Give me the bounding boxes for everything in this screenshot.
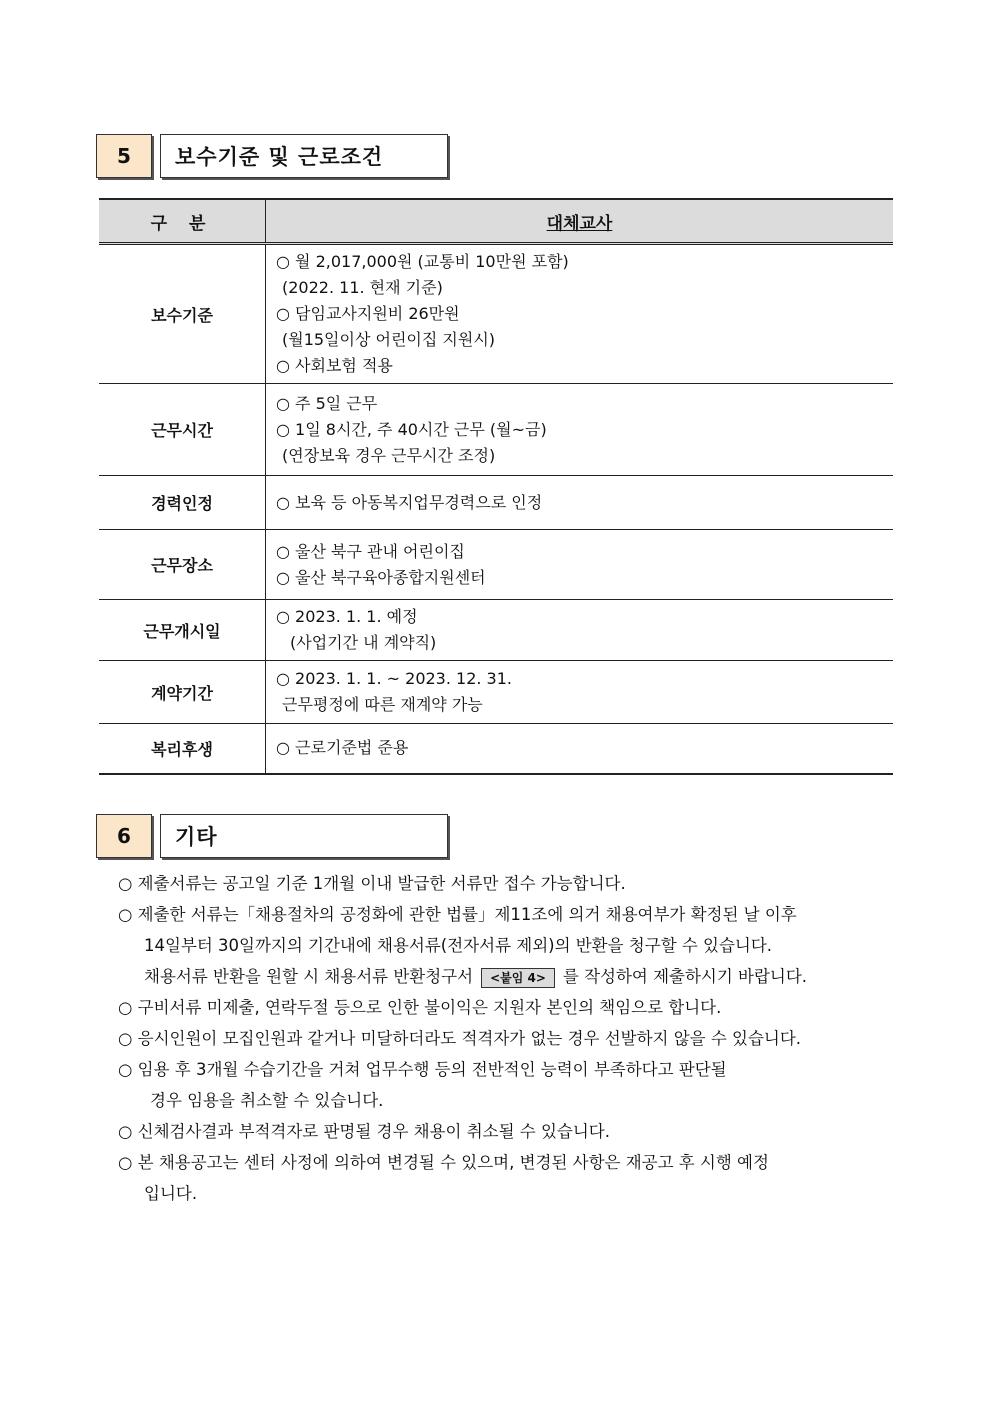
row-value: [266, 476, 894, 530]
row-label: 복리후생: [99, 724, 266, 774]
row-label: 경력인정: [99, 476, 266, 530]
note-item: ○ 제출한 서류는「채용절차의 공정화에 관한 법률」제11조에 의거 채용여부가 확정된 날 이후: [118, 905, 797, 924]
table-row: [99, 600, 893, 661]
row-label: 근무시간: [99, 384, 266, 476]
note-text: 채용서류 반환을 원할 시 채용서류 반환청구서: [144, 967, 474, 986]
notes-list: [118, 868, 908, 1209]
note-item: ○ 신체검사결과 부적격자로 판명될 경우 채용이 취소될 수 있습니다.: [118, 1122, 610, 1141]
row-value: [266, 244, 894, 384]
value-line: (연장보육 경우 근무시간 조정): [282, 445, 496, 465]
value-line: (월15일이상 어린이집 지원시): [282, 330, 496, 349]
table-row: [99, 724, 893, 774]
header-label: 구 분: [99, 199, 266, 244]
table-row: [99, 384, 893, 476]
note-continuation: 입니다.: [144, 1184, 198, 1203]
section-number: 5: [96, 134, 152, 178]
value-line: ○ 주 5일 근무: [276, 393, 378, 413]
table-row: [99, 476, 893, 530]
table-row: [99, 244, 893, 384]
note-item: ○ 구비서류 미제출, 연락두절 등으로 인한 불이익은 지원자 본인의 책임으로 합니다.: [118, 998, 722, 1017]
row-value: [266, 384, 894, 476]
attachment-badge: <붙임 4>: [481, 968, 555, 988]
value-line: ○ 보육 등 아동복지업무경력으로 인정: [276, 492, 543, 512]
value-line: (사업기간 내 계약직): [290, 633, 437, 652]
section-number: 6: [96, 814, 152, 858]
value-line: ○ 월 2,017,000원 (교통비 10만원 포함): [276, 252, 569, 271]
row-value: [266, 530, 894, 600]
note-item: ○ 제출서류는 공고일 기준 1개월 이내 발급한 서류만 접수 가능합니다.: [118, 874, 626, 893]
note-text: 를 작성하여 제출하시기 바랍니다.: [562, 967, 808, 986]
header-value: [266, 199, 894, 244]
note-item: ○ 응시인원이 모집인원과 같거나 미달하더라도 적격자가 없는 경우 선발하지 않을 수 있습니다.: [118, 1029, 802, 1048]
note-continuation: [118, 961, 908, 992]
note-item: ○ 임용 후 3개월 수습기간을 거쳐 업무수행 등의 전반적인 능력이 부족하다고 판단될: [118, 1060, 727, 1079]
header-value-text: 대체교사: [546, 213, 613, 234]
note-item: ○ 본 채용공고는 센터 사정에 의하여 변경될 수 있으며, 변경된 사항은 재공고 후 시행 예정: [118, 1153, 769, 1172]
row-label: 근무장소: [99, 530, 266, 600]
note-continuation: 14일부터 30일까지의 기간내에 채용서류(전자서류 제외)의 반환을 청구할 수 있습니다.: [144, 936, 773, 955]
value-line: ○ 1일 8시간, 주 40시간 근무 (월~금): [276, 419, 547, 439]
value-line: 근무평정에 따른 재계약 가능: [282, 695, 483, 714]
value-line: ○ 울산 북구 관내 어린이집: [276, 541, 465, 561]
row-value: [266, 661, 894, 724]
working-conditions-table: [99, 198, 893, 775]
row-label: 근무개시일: [99, 600, 266, 661]
section-6-heading: [96, 814, 448, 860]
value-line: ○ 2023. 1. 1. 예정: [276, 607, 418, 626]
section-5-heading: [96, 134, 448, 180]
value-line: ○ 담임교사지원비 26만원: [276, 304, 460, 323]
table-row: [99, 661, 893, 724]
table-row: [99, 530, 893, 600]
row-label: 보수기준: [99, 244, 266, 384]
section-title: 기타: [160, 814, 448, 858]
row-value: [266, 600, 894, 661]
value-line: ○ 2023. 1. 1. ~ 2023. 12. 31.: [276, 669, 512, 688]
row-value: [266, 724, 894, 774]
value-line: ○ 사회보험 적용: [276, 356, 393, 375]
row-label: 계약기간: [99, 661, 266, 724]
value-line: (2022. 11. 현재 기준): [282, 278, 443, 297]
table-header-row: [99, 199, 893, 244]
value-line: ○ 근로기준법 준용: [276, 738, 409, 758]
value-line: ○ 울산 북구육아종합지원센터: [276, 567, 486, 587]
section-title: 보수기준 및 근로조건: [160, 134, 448, 178]
note-continuation: 경우 임용을 취소할 수 있습니다.: [150, 1091, 384, 1110]
